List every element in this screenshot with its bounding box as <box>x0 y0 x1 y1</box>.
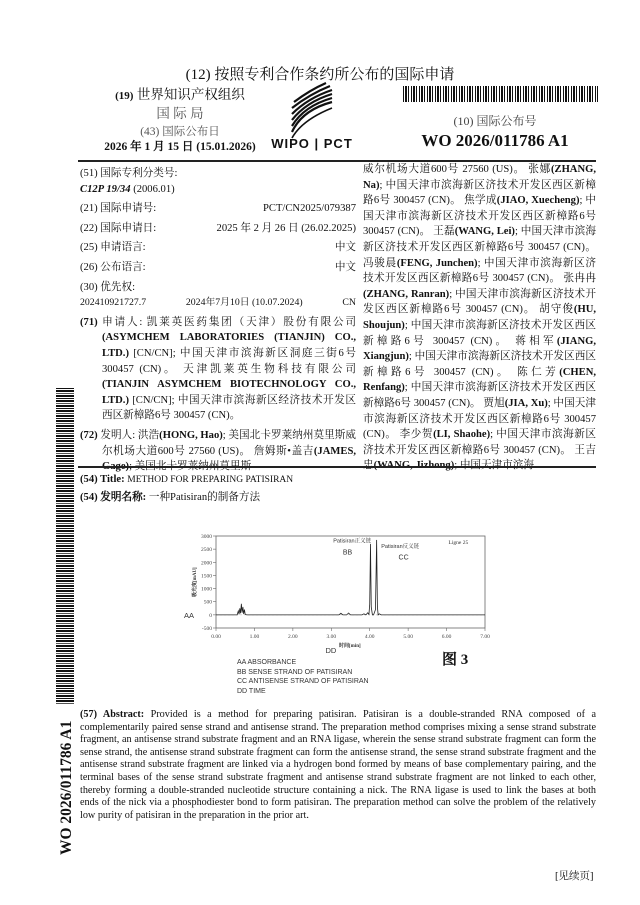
name-text: (WANG, Lei) <box>454 226 515 238</box>
y-tick-label: -500 <box>201 626 212 632</box>
title-en-label: (54) Title: <box>80 474 125 485</box>
pubdate-value: 2026 年 1 月 15 日 (15.01.2026) <box>104 141 256 153</box>
priority-entry <box>80 280 356 311</box>
barcode <box>403 86 598 102</box>
x-tick-label: 3.00 <box>326 634 337 640</box>
body-text: ; 中国天津市滨海新区济技术开发区西区新樟路6号 300457 (CN)。 冯骏晨 <box>363 226 597 269</box>
name-text: (JIAO, Xuecheng) <box>496 195 580 207</box>
body-text: ; 中国天津市滨海新区济技术开发区西区新樟路6号 300457 (CN)。 胡守俊 <box>363 288 596 316</box>
name-text: (71) <box>80 316 103 328</box>
x-tick-label: 2.00 <box>288 634 298 640</box>
abstract-text: Provided is a method for preparing patisiran. Patisiran is a double-stranded RNA composed of a complementarily paired sense strand and antisense strand. The preparation method comprises mixing a sense strand substrate fragment, an antisense strand substrate fragment and an RNA ligase, wherein the sense strand substrate fragment can form the sense strand, the antisense strand substrate fragment can form the antisense strand, the sense strand substrate fragment and the antisense strand substrate fragment are linked via a hydrogen bond formed by means of base complementary pairing, and the terminal bases of the sense strand substrate fragment and antisense strand substrate fragment are not linked to each other, thereby forming a double-stranded nucleotide structure containing a nick. The RNA ligase is used to link the bases at both ends of the nick via a phosphodiester bond to form patisiran. The preparation method can solve the problem of the relatively low purity of patisiran in the preparation in the prior art. <box>80 709 597 821</box>
x-tick-label: 5.00 <box>403 634 413 640</box>
filing-label: (22) 国际申请日: <box>80 222 157 234</box>
annotation-aa: AA <box>184 610 195 620</box>
y-tick-label: 500 <box>203 599 212 606</box>
org-number: (19) <box>115 90 134 102</box>
name-text: (FENG, Junchen) <box>396 257 478 269</box>
ipc-version: (2006.01) <box>133 183 175 195</box>
body-text: ; 中国天津市滨海新区济技术开发区西区新樟路6号 300457 (CN)。 蒋相军 <box>363 319 596 347</box>
body-text: ; 中国天津市滨海新区济技术开发区西区新樟路6号 300457 (CN)。 贾旭 <box>363 382 596 409</box>
x-tick-label: 0.00 <box>211 634 221 640</box>
body-text: [CN/CN]; 中国天津市滨海新区洞庭三街6号 300457 (CN)。 天津凯莱英生物科技有限公司 <box>102 347 356 375</box>
abstract-label: (57) Abstract: <box>80 709 145 720</box>
y-tick-label: 2500 <box>201 547 212 554</box>
legend-item: CC ANTISENSE STRAND OF PATISIRAN <box>237 678 369 685</box>
pubdate-label: (43) 国际公布日 <box>140 126 220 138</box>
chromatogram-chart <box>180 528 500 658</box>
organization <box>100 86 260 122</box>
y-axis-label: 吸光度[mAU] <box>193 567 198 597</box>
body-text: 威尔机场大道600号 27560 (US)。 张娜 <box>363 164 551 175</box>
body-text: ; 中国天津市滨海新区济技术开发区西区新樟路6号 300457 (CN)。 陈仁芳 <box>363 351 596 378</box>
name-text: (HU, Shoujun) <box>363 304 596 331</box>
filing-value: 2025 年 2 月 26 日 (26.02.2025) <box>216 222 356 234</box>
filing-lang-value: 中文 <box>334 242 356 254</box>
annotation-dd: DD <box>325 646 337 655</box>
legend-item: DD TIME <box>237 687 266 695</box>
divider <box>78 466 596 468</box>
bibliographic-left-column <box>80 166 356 479</box>
body-text: ; 中国天津市滨海新区济技术开发区西区新樟路6号 300457 (CN)。 焦学成 <box>363 179 596 207</box>
body-text: 申请人: 凯莱英医药集团（天津）股份有限公司 <box>102 316 356 328</box>
logo-text: WIPO | PCT <box>271 136 353 151</box>
name-text: (HONG, Hao) <box>159 429 223 441</box>
body-text: 发明人: 洪浩 <box>100 429 160 441</box>
pubno-value: WO 2026/011786 A1 <box>421 131 569 150</box>
figure-legend <box>237 658 369 696</box>
ipc-value: C12P 19/34 <box>80 183 131 195</box>
ipc-entry <box>80 166 356 197</box>
x-tick-label: 7.00 <box>480 634 490 640</box>
application-number-entry <box>80 201 356 217</box>
name-text: (JIA, Xu) <box>504 397 548 409</box>
name-text: (JAMES, <box>313 445 356 457</box>
applicants-entry <box>80 315 356 424</box>
priority-label: (30) 优先权: <box>80 281 136 293</box>
x-tick-label: 6.00 <box>441 634 452 640</box>
series-label: Ligne 25 <box>448 539 469 546</box>
name-text: (JIANG, Xiangjun) <box>363 335 596 363</box>
annotation-sense-strand: Patisiran正义链 <box>333 538 372 545</box>
body-text: ; 中国天津市滨海新区济技术开发区西区新樟路6号 300457 (CN)。 王磊 <box>363 195 596 238</box>
y-tick-label: 2000 <box>201 560 212 567</box>
continued-note: [见续页] <box>555 871 594 882</box>
x-axis-label: 时间[min] <box>338 644 361 649</box>
name-text: (TIANJIN ASYMCHEM BIOTECHNOLOGY CO., LTD.) <box>102 379 356 406</box>
inventors-continued <box>363 162 596 474</box>
annotation-cc: CC <box>398 554 409 562</box>
ipc-label: (51) 国际专利分类号: <box>80 168 178 179</box>
x-tick-label: 4.00 <box>364 634 375 640</box>
figure-label: 图 3 <box>442 652 469 668</box>
wipo-pct-logo <box>252 80 372 152</box>
name-text: (ASYMCHEM LABORATORIES (TIANJIN) CO., LTD.) <box>102 332 356 359</box>
legend-item: AA ABSORBANCE <box>237 659 297 666</box>
x-tick-label: 1.00 <box>249 634 260 640</box>
body-text: ; 中国天津市滨海新区济技术开发区西区新樟路6号 300457 (CN)。 李少贺 <box>363 397 596 441</box>
name-text: (ZHANG, Ranran) <box>363 288 450 300</box>
pubno-label: (10) 国际公布号 <box>453 114 537 128</box>
y-tick-label: 0 <box>209 612 212 619</box>
body-text: ; 中国天津市滨海新区济技术开发区西区新樟路6号 300457 (CN)。 王吉 <box>363 429 596 456</box>
filing-date-entry <box>80 221 356 237</box>
filing-lang-label: (25) 申请语言: <box>80 242 146 254</box>
document-type-heading: (12) 按照专利合作条约所公布的国际申请 <box>185 67 455 83</box>
publication-language-entry <box>80 260 356 276</box>
pub-lang-value: 中文 <box>334 261 356 273</box>
app-no-label: (21) 国际申请号: <box>80 203 157 215</box>
priority-country: CN <box>342 297 356 309</box>
body-text: ; 美国北卡罗莱纳州莫里斯威尔机场大道600号 27560 (US)。 詹姆斯•盖吉 <box>102 429 357 457</box>
priority-date: 2024年7月10日 (10.07.2024) <box>185 297 303 309</box>
titles <box>80 471 293 506</box>
annotation-bb: BB <box>342 549 353 557</box>
body-text: ; 中国天津市滨海新区济技术开发区西区新樟路6号 300457 (CN)。 张冉冉 <box>363 257 596 285</box>
y-tick-label: 1500 <box>201 573 212 580</box>
y-tick-label: 1000 <box>201 586 212 593</box>
pub-lang-label: (26) 公布语言: <box>80 261 146 273</box>
abstract <box>80 709 596 822</box>
name-text: (72) <box>80 429 101 441</box>
filing-language-entry <box>80 240 356 256</box>
name-text: (LI, Shaohe) <box>433 429 491 441</box>
org-sub: 国 际 局 <box>156 106 204 121</box>
name-text: (ZHANG, Na) <box>363 164 596 191</box>
app-no-value: PCT/CN2025/079387 <box>262 203 356 215</box>
title-zh-label: (54) 发明名称: <box>80 492 147 503</box>
org-name: 世界知识产权组织 <box>136 87 245 102</box>
publication-date <box>90 125 270 155</box>
title-zh: 一种Patisiran的制备方法 <box>148 492 261 503</box>
publication-number <box>360 112 630 151</box>
priority-number: 202410921727.7 <box>80 297 147 309</box>
name-text: (CHEN, Renfang) <box>363 366 596 394</box>
side-barcode <box>56 388 74 704</box>
side-publication-number: WO 2026/011786 A1 <box>58 720 75 855</box>
legend-item: BB SENSE STRAND OF PATISIRAN <box>237 668 353 676</box>
body-text: [CN/CN]; 中国天津市滨海新区经济技术开发区西区新樟路6号 300457 (CN)。 <box>102 394 356 422</box>
y-tick-label: 3000 <box>201 534 212 540</box>
title-en: METHOD FOR PREPARING PATISIRAN <box>127 475 294 485</box>
annotation-antisense-strand: Patisiran反义链 <box>381 543 420 550</box>
